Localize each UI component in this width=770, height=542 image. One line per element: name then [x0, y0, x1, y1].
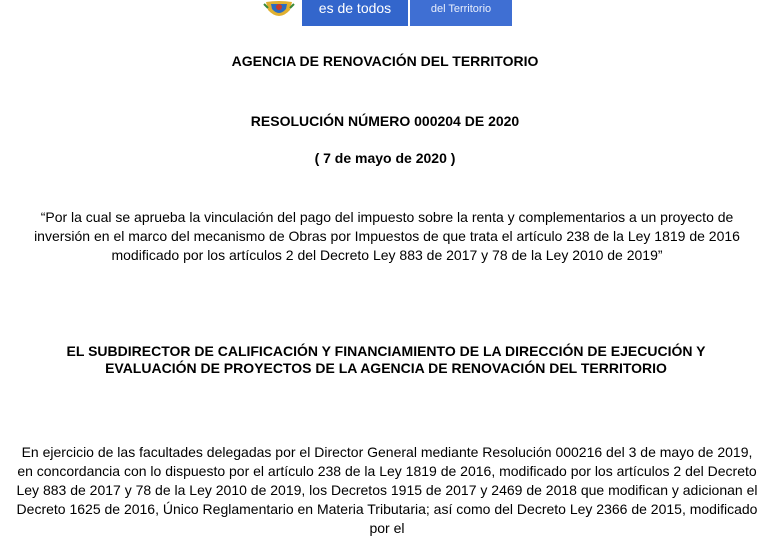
resolution-number: RESOLUCIÓN NÚMERO 000204 DE 2020	[250, 113, 520, 129]
band-left-text: es de todos	[318, 0, 392, 16]
body-paragraph: En ejercicio de las facultades delegadas por el Director General mediante Resolución 000216 del 3 de mayo de 2019, en concordancia con lo dispuesto por el artículo 238 de la Ley 1819 de 2016, modificado por los artículos 2 del Decreto Ley 883 de 2017 y 78 de la Ley 2010 de 2019, los Decretos 1915 de 2017 y 2469 de 2018 que modifican y adicionan el Decreto 1625 de 2016, Único Reglamentario en Materia Tributaria; así como del Decreto Ley 2366 de 2015, modificado por el	[16, 444, 758, 536]
resolution-summary: “Por la cual se aprueba la vinculación del pago del impuesto sobre la renta y complementarios a un proyecto de inversión en el marco del mecanismo de Obras por Impuestos de que trata el artículo 238 de la Ley 1819 de 2016 modificado por los artículos 2 del Decreto Ley 883 de 2017 y 78 de la Ley 2010 de 2019”	[34, 209, 740, 263]
official-title: EL SUBDIRECTOR DE CALIFICACIÓN Y FINANCIAMIENTO DE LA DIRECCIÓN DE EJECUCIÓN Y EVALUACIÓN DE PROYECTOS DE LA AGENCIA DE RENOVACIÓN DEL TERRITORIO	[66, 343, 706, 376]
logo-band-agencia	[410, 0, 512, 26]
resolution-date: ( 7 de mayo de 2020 )	[314, 150, 456, 166]
agency-name: AGENCIA DE RENOVACIÓN DEL TERRITORIO	[231, 53, 539, 69]
header-logos	[0, 0, 770, 28]
band-right-text: del Territorio	[430, 3, 492, 15]
coat-of-arms-icon	[262, 0, 296, 22]
logo-band-gobierno	[302, 0, 408, 26]
